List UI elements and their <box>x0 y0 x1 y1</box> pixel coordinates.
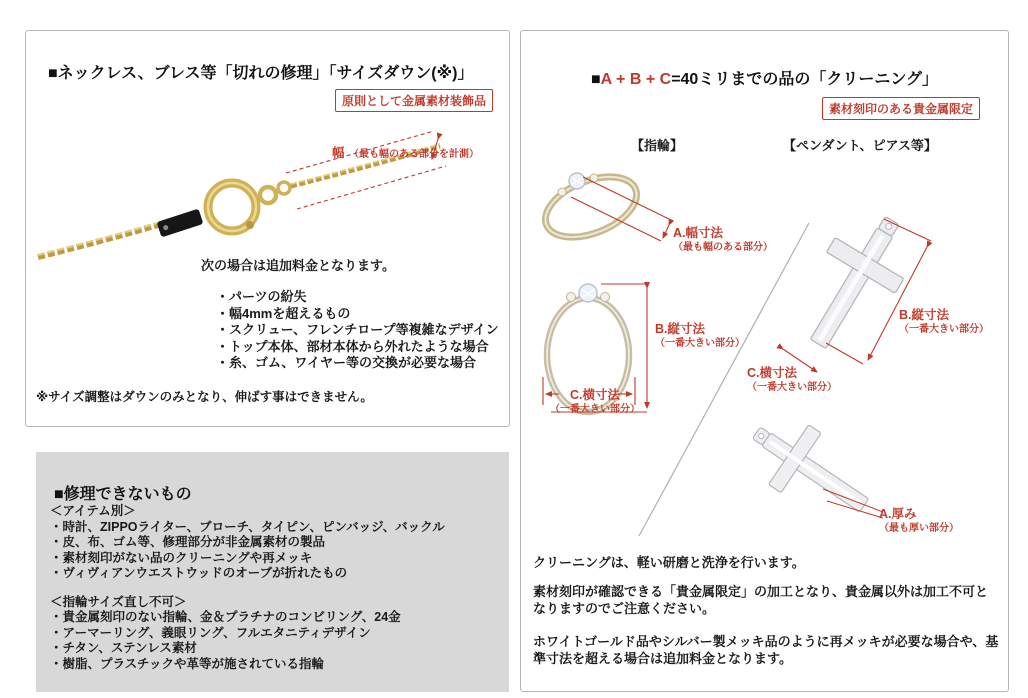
precious-metal-note: 素材刻印が確認できる「貴金属限定」の加工となり、貴金属以外は加工不可となりますのでご注意ください。 <box>533 584 989 616</box>
ring-height-dimension-label: B.縦寸法 （一番大きい部分） <box>655 322 745 350</box>
surcharge-item: ・パーツの紛失 <box>216 289 307 304</box>
cleaning-description: クリーニングは、軽い研磨と洗浄を行います。 <box>533 555 805 570</box>
cleaning-info-panel <box>520 30 1009 692</box>
surcharge-item: ・幅4mmを超えるもの <box>216 305 351 321</box>
surcharge-list <box>216 289 499 372</box>
cannot-repair-item: ・アーマーリング、義眼リング、フルエタニティデザイン <box>50 625 371 640</box>
necklace-width-dimension-label: 幅 （最も幅のある部分を計測） <box>332 146 479 160</box>
cannot-repair-item: ・皮、布、ゴム等、修理部分が非金属素材の製品 <box>50 535 326 549</box>
surcharge-note: ホワイトゴールド品やシルバー製メッキ品のように再メッキが必要な場合や、基準寸法を超える場合は追加料金となります。 <box>533 634 999 666</box>
cannot-repair-content <box>50 504 445 672</box>
group-label: ＜アイテム別＞ <box>50 504 136 518</box>
section-label-ring: 【指輪】 <box>631 138 684 153</box>
precious-metal-tag: 素材刻印のある貴金属限定 <box>822 97 980 120</box>
cross-pendant-flat-photo <box>736 403 884 535</box>
size-adjust-note: ※サイズ調整はダウンのみとなり、伸ばす事はできません。 <box>36 390 373 404</box>
repair-info-panel <box>25 30 510 427</box>
cannot-repair-group-ring-resize <box>50 595 445 673</box>
repair-panel-title: ■ネックレス、ブレス等「切れの修理」「サイズダウン(※)」 <box>48 65 474 83</box>
surcharge-item: ・スクリュー、フレンチロープ等複雑なデザイン <box>216 322 499 337</box>
pendant-thickness-dimension-label: A.厚み （最も厚い部分） <box>879 507 959 535</box>
pendant-height-dimension-label: B.縦寸法 （一番大きい部分） <box>899 308 989 336</box>
cannot-repair-item: ・チタン、ステンレス素材 <box>50 641 197 655</box>
title-rest: =40ミリまでの品の「クリーニング」 <box>671 71 939 89</box>
cannot-repair-title: ■修理できないもの <box>54 486 192 504</box>
surcharge-item: ・糸、ゴム、ワイヤー等の交換が必要な場合 <box>216 355 477 370</box>
section-label-pendant: 【ペンダント、ピアス等】 <box>783 138 937 153</box>
cannot-repair-item: ・樹脂、プラスチックや革等が施されている指輪 <box>50 656 325 671</box>
cross-pendant-angled-photo <box>784 200 927 365</box>
title-formula: A + B + C <box>600 71 672 89</box>
ring-width-dimension-label: A.幅寸法 （最も幅のある部分） <box>673 226 773 254</box>
pendant-horizontal-dimension-label: C.横寸法 （一番大きい部分） <box>747 366 837 394</box>
necklace-tag <box>157 209 204 238</box>
cannot-repair-item: ・ヴィヴィアンウエストウッドのオーブが折れたもの <box>50 566 348 580</box>
title-bullet: ■ <box>590 71 601 89</box>
ring-angled-dimension-lines <box>571 177 673 241</box>
surcharge-intro: 次の場合は追加料金となります。 <box>201 258 395 273</box>
cannot-repair-panel <box>36 452 509 692</box>
group-label: ＜指輪サイズ直し不可＞ <box>50 594 187 609</box>
cannot-repair-group-items <box>50 504 445 582</box>
cannot-repair-item: ・時計、ZIPPOライター、ブローチ、タイピン、ピンバッジ、バックル <box>50 519 445 534</box>
cannot-repair-item: ・貴金属刻印のない指輪、金＆プラチナのコンビリング、24金 <box>50 610 401 624</box>
ring-horizontal-dimension-label: C.横寸法 （一番大きい部分） <box>550 388 640 416</box>
surcharge-item: ・トップ本体、部材本体から外れたような場合 <box>216 338 489 354</box>
metal-material-tag: 原則として金属素材装飾品 <box>335 89 493 112</box>
cannot-repair-item: ・素材刻印がない品のクリーニングや再メッキ <box>50 550 313 565</box>
